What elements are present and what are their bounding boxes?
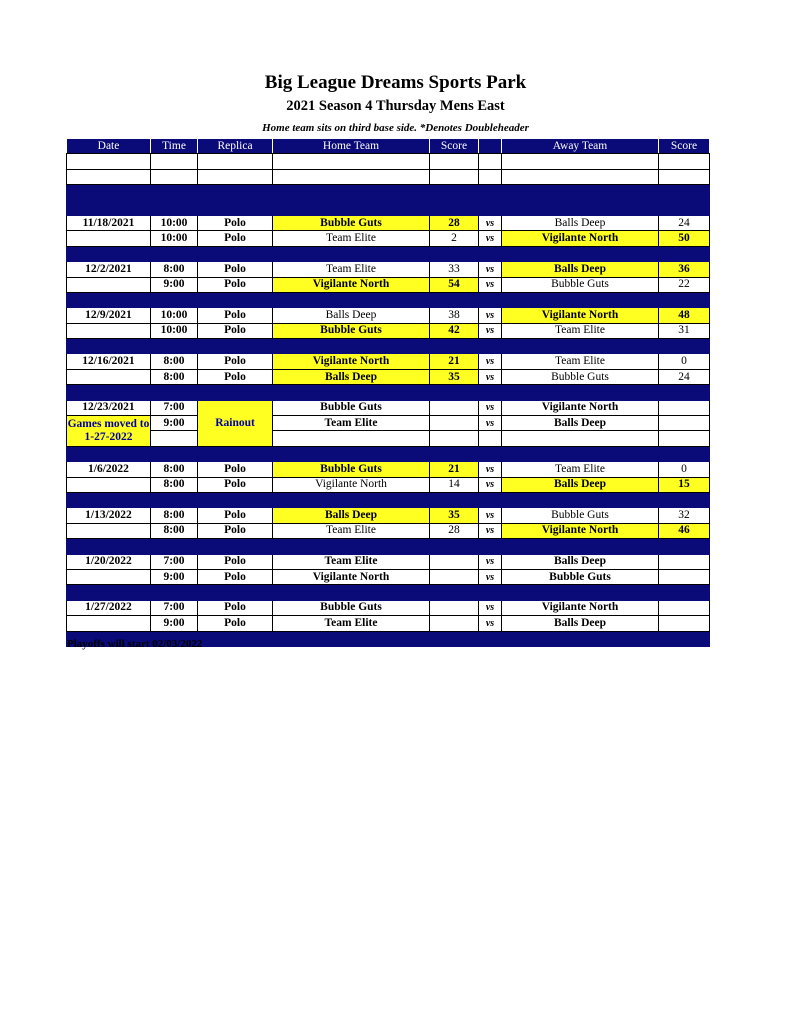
separator-cell	[502, 200, 659, 215]
away-score: 46	[659, 523, 710, 538]
col-date: Date	[67, 139, 151, 154]
separator-cell	[479, 200, 502, 215]
separator-cell	[659, 292, 710, 307]
week-separator	[67, 492, 710, 507]
separator-cell	[151, 446, 198, 461]
separator-cell	[479, 339, 502, 354]
separator-cell	[151, 246, 198, 261]
game-time: 10:00	[151, 231, 198, 246]
empty-cell	[273, 431, 430, 446]
home-team: Team Elite	[273, 416, 430, 431]
game-date	[67, 616, 151, 631]
vs-label: vs	[479, 215, 502, 230]
empty-cell	[502, 154, 659, 169]
blank-row	[67, 431, 710, 446]
away-score	[659, 600, 710, 615]
separator-cell	[67, 539, 151, 554]
separator-cell	[659, 385, 710, 400]
separator-cell	[198, 492, 273, 507]
away-team: Vigilante North	[502, 231, 659, 246]
empty-cell	[273, 154, 430, 169]
away-score: 32	[659, 508, 710, 523]
game-time: 9:00	[151, 616, 198, 631]
separator-cell	[273, 492, 430, 507]
col-home-score: Score	[430, 139, 479, 154]
col-away-score: Score	[659, 139, 710, 154]
separator-cell	[273, 339, 430, 354]
separator-cell	[479, 631, 502, 646]
separator-cell	[430, 492, 479, 507]
game-row	[67, 416, 710, 431]
game-row	[67, 262, 710, 277]
header-row	[67, 139, 710, 154]
separator-cell	[151, 585, 198, 600]
game-row	[67, 354, 710, 369]
home-team: Vigilante North	[273, 477, 430, 492]
vs-label: vs	[479, 477, 502, 492]
away-team: Vigilante North	[502, 400, 659, 415]
separator-cell	[67, 292, 151, 307]
empty-cell	[151, 154, 198, 169]
separator-cell	[659, 585, 710, 600]
away-score	[659, 569, 710, 584]
col-home-team: Home Team	[273, 139, 430, 154]
empty-cell	[198, 154, 273, 169]
empty-cell	[67, 154, 151, 169]
separator-cell	[198, 339, 273, 354]
home-team: Balls Deep	[273, 369, 430, 384]
game-date: 12/2/2021	[67, 262, 151, 277]
blank-row	[67, 154, 710, 169]
separator-cell	[67, 585, 151, 600]
vs-label: vs	[479, 231, 502, 246]
game-time: 8:00	[151, 262, 198, 277]
home-team: Team Elite	[273, 616, 430, 631]
game-date	[67, 231, 151, 246]
separator-cell	[273, 385, 430, 400]
week-separator	[67, 385, 710, 400]
separator-cell	[479, 385, 502, 400]
separator-cell	[430, 631, 479, 646]
home-team: Team Elite	[273, 554, 430, 569]
game-field: Polo	[198, 462, 273, 477]
game-time: 10:00	[151, 323, 198, 338]
separator-cell	[479, 539, 502, 554]
separator-cell	[67, 446, 151, 461]
separator-cell	[273, 246, 430, 261]
separator-cell	[67, 385, 151, 400]
game-field: Polo	[198, 600, 273, 615]
separator-cell	[151, 539, 198, 554]
separator-cell	[198, 385, 273, 400]
away-team: Team Elite	[502, 462, 659, 477]
away-score: 48	[659, 308, 710, 323]
game-row	[67, 523, 710, 538]
home-team: Bubble Guts	[273, 215, 430, 230]
away-team: Bubble Guts	[502, 569, 659, 584]
game-time: 10:00	[151, 215, 198, 230]
week-separator	[67, 585, 710, 600]
game-row	[67, 554, 710, 569]
week-separator	[67, 539, 710, 554]
separator-cell	[151, 492, 198, 507]
away-team: Bubble Guts	[502, 277, 659, 292]
game-field: Polo	[198, 323, 273, 338]
separator-cell	[502, 446, 659, 461]
separator-cell	[479, 246, 502, 261]
home-score: 54	[430, 277, 479, 292]
game-field: Polo	[198, 508, 273, 523]
game-row	[67, 277, 710, 292]
home-team: Vigilante North	[273, 277, 430, 292]
game-time: 8:00	[151, 462, 198, 477]
vs-label: vs	[479, 462, 502, 477]
game-time: 10:00	[151, 308, 198, 323]
separator-cell	[659, 492, 710, 507]
game-time: 8:00	[151, 354, 198, 369]
footer-note: Playoffs will start 02/03/2022	[67, 638, 203, 650]
game-date: 1/13/2022	[67, 508, 151, 523]
game-row	[67, 616, 710, 631]
empty-cell	[198, 169, 273, 184]
game-row	[67, 215, 710, 230]
separator-cell	[659, 446, 710, 461]
empty-cell	[273, 169, 430, 184]
game-field: Polo	[198, 308, 273, 323]
game-field: Polo	[198, 554, 273, 569]
col-vs	[479, 139, 502, 154]
home-score: 35	[430, 508, 479, 523]
game-row	[67, 323, 710, 338]
separator-cell	[502, 292, 659, 307]
away-team: Team Elite	[502, 354, 659, 369]
away-score: 15	[659, 477, 710, 492]
schedule-body	[67, 154, 710, 647]
home-team: Vigilante North	[273, 354, 430, 369]
game-field: Polo	[198, 231, 273, 246]
game-time: 7:00	[151, 600, 198, 615]
home-score: 42	[430, 323, 479, 338]
away-score: 36	[659, 262, 710, 277]
away-team: Team Elite	[502, 323, 659, 338]
separator-cell	[198, 539, 273, 554]
empty-cell	[479, 169, 502, 184]
game-row	[67, 369, 710, 384]
separator-cell	[659, 539, 710, 554]
vs-label: vs	[479, 554, 502, 569]
game-row	[67, 400, 710, 415]
vs-label: vs	[479, 569, 502, 584]
separator-cell	[502, 492, 659, 507]
col-field: Replica	[198, 139, 273, 154]
week-separator	[67, 246, 710, 261]
game-row	[67, 231, 710, 246]
separator-cell	[502, 339, 659, 354]
separator-cell	[151, 185, 198, 200]
home-team: Bubble Guts	[273, 600, 430, 615]
separator-cell	[151, 292, 198, 307]
separator-cell	[502, 631, 659, 646]
empty-cell	[430, 154, 479, 169]
game-date: 12/16/2021	[67, 354, 151, 369]
away-score	[659, 554, 710, 569]
game-row	[67, 569, 710, 584]
away-score: 50	[659, 231, 710, 246]
game-row	[67, 600, 710, 615]
game-time: 8:00	[151, 523, 198, 538]
home-score	[430, 554, 479, 569]
separator-cell	[67, 200, 151, 215]
away-team: Bubble Guts	[502, 508, 659, 523]
separator-cell	[198, 585, 273, 600]
page-note: Home team sits on third base side. *Denotes Doubleheader	[262, 122, 529, 134]
vs-label: vs	[479, 369, 502, 384]
vs-label: vs	[479, 400, 502, 415]
away-score: 31	[659, 323, 710, 338]
game-field: Polo	[198, 523, 273, 538]
game-date: 1/6/2022	[67, 462, 151, 477]
home-score: 2	[430, 231, 479, 246]
vs-label: vs	[479, 308, 502, 323]
away-team: Balls Deep	[502, 554, 659, 569]
game-date	[67, 369, 151, 384]
home-team: Balls Deep	[273, 508, 430, 523]
empty-cell	[479, 431, 502, 446]
game-time: 8:00	[151, 508, 198, 523]
game-time: 8:00	[151, 477, 198, 492]
separator-cell	[430, 292, 479, 307]
game-field: Polo	[198, 616, 273, 631]
away-score: 24	[659, 215, 710, 230]
away-score	[659, 416, 710, 431]
separator-cell	[430, 185, 479, 200]
game-date	[67, 477, 151, 492]
game-row	[67, 477, 710, 492]
schedule-table	[66, 138, 710, 647]
home-score: 21	[430, 462, 479, 477]
away-team: Bubble Guts	[502, 369, 659, 384]
home-score: 28	[430, 215, 479, 230]
separator-cell	[198, 631, 273, 646]
vs-label: vs	[479, 277, 502, 292]
home-team: Balls Deep	[273, 308, 430, 323]
col-time: Time	[151, 139, 198, 154]
separator-cell	[151, 385, 198, 400]
home-score	[430, 416, 479, 431]
vs-label: vs	[479, 600, 502, 615]
empty-cell	[430, 431, 479, 446]
away-team: Balls Deep	[502, 477, 659, 492]
game-date	[67, 277, 151, 292]
separator-cell	[67, 185, 151, 200]
game-date: 12/23/2021	[67, 400, 151, 415]
game-date	[67, 523, 151, 538]
game-date: 12/9/2021	[67, 308, 151, 323]
game-time: 7:00	[151, 400, 198, 415]
week-separator	[67, 200, 710, 215]
home-team: Vigilante North	[273, 569, 430, 584]
separator-cell	[198, 292, 273, 307]
home-score	[430, 400, 479, 415]
separator-cell	[430, 446, 479, 461]
game-field: Polo	[198, 262, 273, 277]
home-team: Bubble Guts	[273, 400, 430, 415]
game-field: Polo	[198, 369, 273, 384]
separator-cell	[273, 631, 430, 646]
away-team: Vigilante North	[502, 308, 659, 323]
home-score: 28	[430, 523, 479, 538]
empty-cell	[502, 431, 659, 446]
separator-cell	[479, 292, 502, 307]
game-field: Polo	[198, 215, 273, 230]
away-team: Balls Deep	[502, 262, 659, 277]
blank-row	[67, 169, 710, 184]
empty-cell	[151, 431, 198, 446]
home-score: 38	[430, 308, 479, 323]
game-field: Polo	[198, 277, 273, 292]
game-date	[67, 323, 151, 338]
home-score	[430, 616, 479, 631]
home-score: 35	[430, 369, 479, 384]
game-date	[67, 569, 151, 584]
away-score	[659, 400, 710, 415]
game-field: Polo	[198, 569, 273, 584]
separator-cell	[659, 200, 710, 215]
separator-cell	[198, 185, 273, 200]
home-score: 21	[430, 354, 479, 369]
away-score: 24	[659, 369, 710, 384]
game-field: Polo	[198, 354, 273, 369]
game-time: 9:00	[151, 416, 198, 431]
separator-cell	[273, 539, 430, 554]
separator-cell	[198, 200, 273, 215]
empty-cell	[430, 169, 479, 184]
home-team: Team Elite	[273, 262, 430, 277]
away-team: Balls Deep	[502, 616, 659, 631]
game-time: 8:00	[151, 369, 198, 384]
home-team: Bubble Guts	[273, 462, 430, 477]
separator-cell	[479, 492, 502, 507]
home-score: 14	[430, 477, 479, 492]
vs-label: vs	[479, 416, 502, 431]
separator-cell	[198, 446, 273, 461]
separator-cell	[273, 446, 430, 461]
game-row	[67, 508, 710, 523]
separator-cell	[151, 339, 198, 354]
empty-cell	[151, 169, 198, 184]
separator-cell	[273, 200, 430, 215]
home-score	[430, 600, 479, 615]
page-subtitle: 2021 Season 4 Thursday Mens East	[286, 98, 505, 114]
separator-cell	[430, 585, 479, 600]
game-date: 11/18/2021	[67, 215, 151, 230]
week-separator	[67, 446, 710, 461]
game-time: 9:00	[151, 569, 198, 584]
game-date: 1/27/2022	[67, 600, 151, 615]
separator-cell	[430, 539, 479, 554]
vs-label: vs	[479, 262, 502, 277]
vs-label: vs	[479, 354, 502, 369]
separator-cell	[479, 185, 502, 200]
separator-cell	[502, 385, 659, 400]
home-team: Team Elite	[273, 231, 430, 246]
week-separator	[67, 292, 710, 307]
home-team: Team Elite	[273, 523, 430, 538]
separator-cell	[67, 339, 151, 354]
game-date: 1/20/2022	[67, 554, 151, 569]
separator-cell	[430, 339, 479, 354]
separator-cell	[659, 339, 710, 354]
home-team: Bubble Guts	[273, 323, 430, 338]
col-away-team: Away Team	[502, 139, 659, 154]
separator-cell	[151, 200, 198, 215]
vs-label: vs	[479, 616, 502, 631]
separator-cell	[659, 246, 710, 261]
separator-cell	[67, 492, 151, 507]
separator-cell	[67, 246, 151, 261]
empty-cell	[67, 169, 151, 184]
separator-cell	[273, 585, 430, 600]
vs-label: vs	[479, 523, 502, 538]
separator-cell	[479, 446, 502, 461]
separator-cell	[479, 585, 502, 600]
away-team: Balls Deep	[502, 416, 659, 431]
separator-cell	[430, 200, 479, 215]
away-team: Vigilante North	[502, 523, 659, 538]
rainout-note: Games moved to 1-27-2022	[67, 416, 151, 447]
away-team: Balls Deep	[502, 215, 659, 230]
separator-cell	[502, 539, 659, 554]
empty-cell	[659, 431, 710, 446]
empty-cell	[479, 154, 502, 169]
week-separator	[67, 339, 710, 354]
vs-label: vs	[479, 323, 502, 338]
separator-cell	[198, 246, 273, 261]
separator-cell	[502, 585, 659, 600]
game-row	[67, 308, 710, 323]
game-field: Polo	[198, 477, 273, 492]
game-time: 7:00	[151, 554, 198, 569]
separator-cell	[659, 185, 710, 200]
separator-cell	[430, 385, 479, 400]
away-score	[659, 616, 710, 631]
separator-cell	[273, 292, 430, 307]
empty-cell	[502, 169, 659, 184]
separator-cell	[502, 185, 659, 200]
separator-cell	[659, 631, 710, 646]
game-row	[67, 462, 710, 477]
empty-cell	[659, 169, 710, 184]
away-score: 0	[659, 354, 710, 369]
away-team: Vigilante North	[502, 600, 659, 615]
game-time: 9:00	[151, 277, 198, 292]
away-score: 0	[659, 462, 710, 477]
week-separator	[67, 185, 710, 200]
away-score: 22	[659, 277, 710, 292]
home-score	[430, 569, 479, 584]
vs-label: vs	[479, 508, 502, 523]
rainout-label: Rainout	[198, 400, 273, 446]
empty-cell	[659, 154, 710, 169]
separator-cell	[502, 246, 659, 261]
home-score: 33	[430, 262, 479, 277]
separator-cell	[273, 185, 430, 200]
page-title: Big League Dreams Sports Park	[264, 72, 527, 93]
separator-cell	[430, 246, 479, 261]
